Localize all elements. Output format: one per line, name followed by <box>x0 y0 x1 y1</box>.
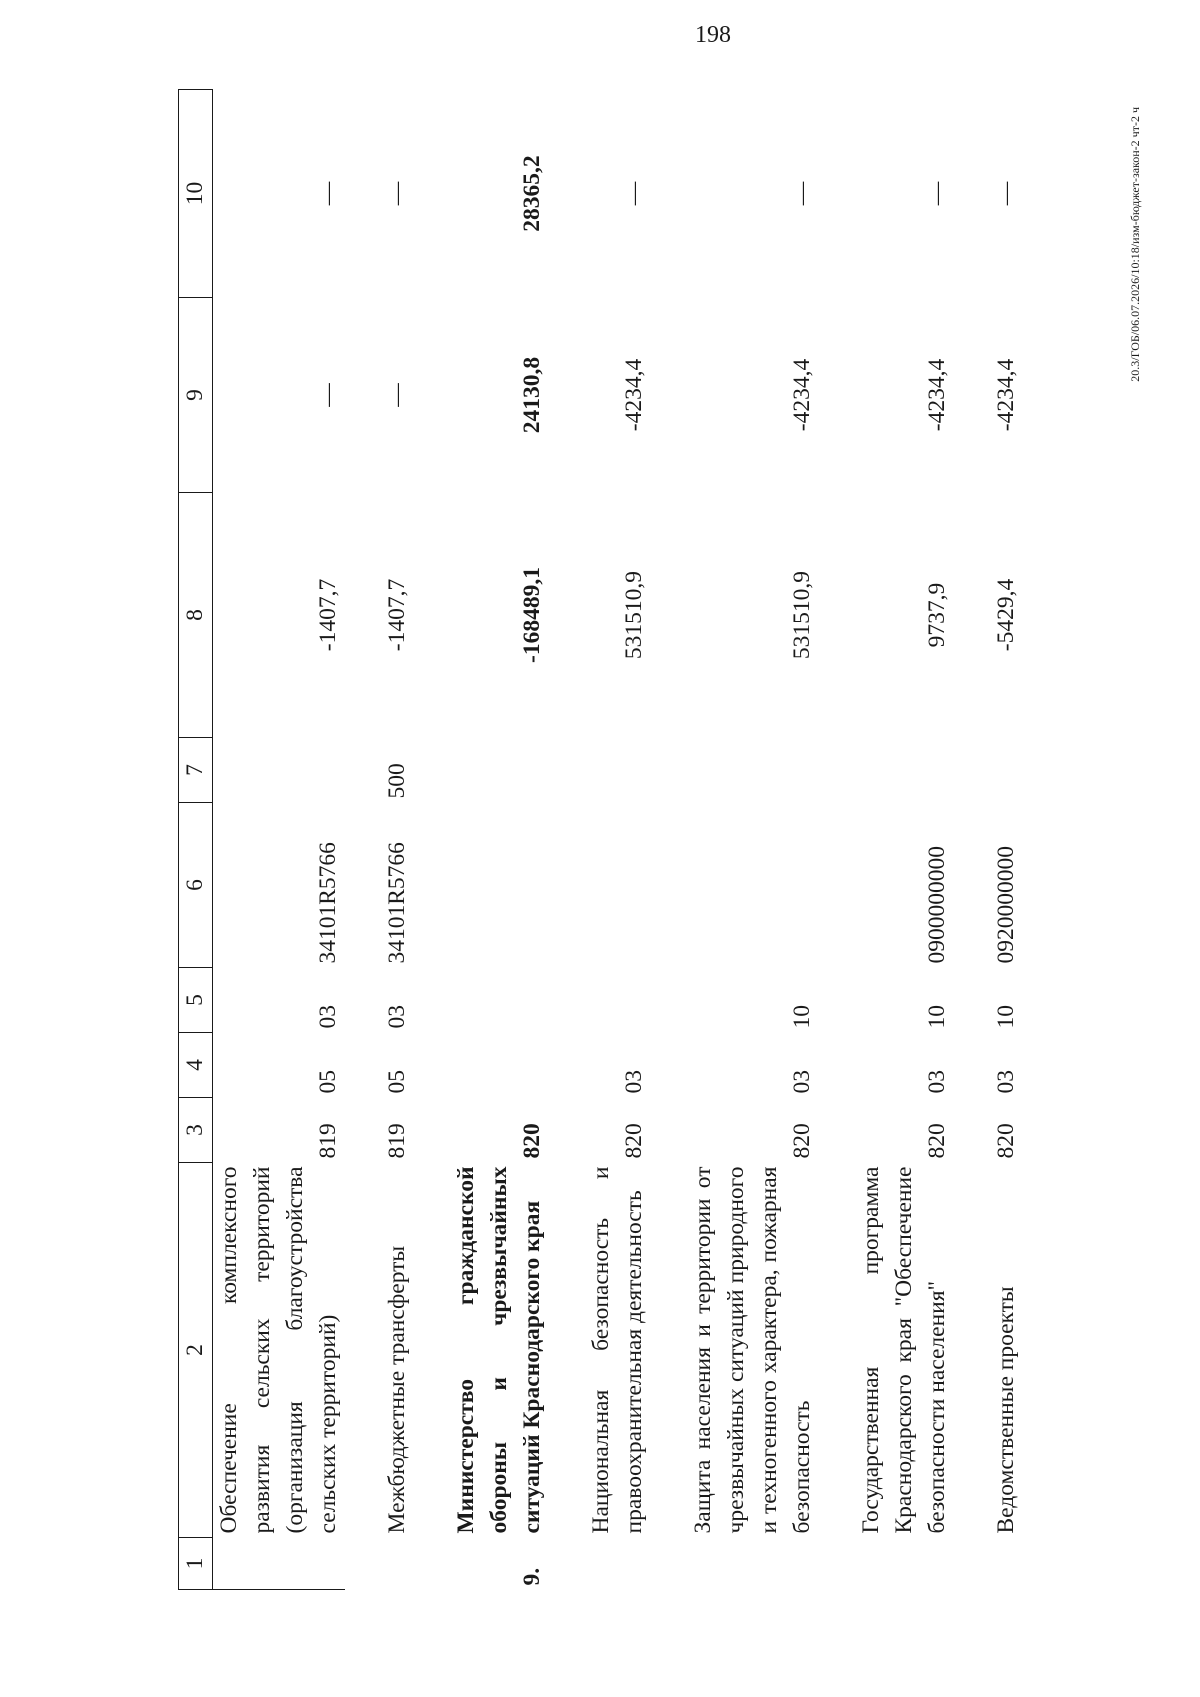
cell-c4: 03 <box>993 1070 1019 1094</box>
cell-c10: — <box>384 181 410 206</box>
cell-c9: — <box>384 383 410 407</box>
cell-c9: -4234,4 <box>789 358 815 432</box>
cell-c6: 0900000000 <box>924 846 950 964</box>
cell-c7 <box>855 738 954 803</box>
cell-c5 <box>585 968 651 1033</box>
rotated-table-page <box>178 90 1058 1590</box>
column-header: 2 <box>179 1163 213 1538</box>
column-header: 8 <box>179 493 213 738</box>
cell-c9: -4234,4 <box>924 358 950 432</box>
document-footer-code: 20.3/ГОБ/06.07.2026/10:18/изм-бюджет-закон-2 чт-2 ч <box>1128 107 1142 382</box>
table-row <box>990 90 1023 1590</box>
row-number <box>687 1538 819 1590</box>
cell-c10: — <box>789 181 815 206</box>
row-number <box>381 1538 414 1590</box>
cell-c5: 10 <box>924 1005 950 1029</box>
cell-c7 <box>687 738 819 803</box>
cell-c4 <box>450 1033 549 1098</box>
cell-c9: 24130,8 <box>519 356 545 434</box>
cell-c8: -1407,7 <box>384 578 410 652</box>
cell-c10: — <box>924 181 950 206</box>
column-header: 6 <box>179 803 213 968</box>
cell-c7: 500 <box>384 763 410 799</box>
cell-c6 <box>585 803 651 968</box>
row-name: Обеспечение комплексного развития сельских территорий (организация благоустройства сельских территорий) <box>216 1166 341 1534</box>
row-name: Ведомственные проекты <box>993 1286 1019 1534</box>
column-header: 5 <box>179 968 213 1033</box>
cell-c10: — <box>315 181 341 206</box>
cell-c6: 34101R5766 <box>315 842 341 964</box>
cell-c4: 03 <box>924 1070 950 1094</box>
cell-c5: 10 <box>789 1005 815 1029</box>
table-row-ministry <box>450 90 549 1590</box>
row-name: Защита населения и территории от чрезвычайных ситуаций природного и техногенного характера, пожарная безопасность <box>690 1166 815 1534</box>
cell-c8: 9737,9 <box>924 582 950 648</box>
cell-c3: 820 <box>519 1123 545 1159</box>
cell-c3: 820 <box>621 1123 647 1159</box>
cell-c6: 34101R5766 <box>384 842 410 964</box>
cell-c9: — <box>315 383 341 407</box>
cell-c8: -5429,4 <box>993 578 1019 652</box>
cell-c5: 03 <box>315 1005 341 1029</box>
cell-c4: 03 <box>789 1070 815 1094</box>
cell-c5: 10 <box>993 1005 1019 1029</box>
cell-c10: 28365,2 <box>519 155 545 232</box>
table-row <box>687 90 819 1590</box>
cell-c3: 819 <box>384 1123 410 1159</box>
row-name: Национальная безопасность и правоохранительная деятельность <box>588 1166 647 1534</box>
table-row <box>381 90 414 1590</box>
row-number <box>585 1538 651 1590</box>
cell-c8: 531510,9 <box>789 570 815 660</box>
cell-c8: -168489,1 <box>519 567 545 663</box>
cell-c6 <box>450 803 549 968</box>
page-number: 198 <box>695 22 731 48</box>
row-name: Государственная программа Краснодарского края "Обеспечение безопасности населения" <box>858 1166 950 1534</box>
row-number <box>990 1538 1023 1590</box>
cell-c6 <box>687 803 819 968</box>
column-header: 7 <box>179 738 213 803</box>
cell-c9: -4234,4 <box>621 358 647 432</box>
row-name: Межбюджетные трансферты <box>384 1245 410 1534</box>
cell-c3: 820 <box>993 1123 1019 1159</box>
row-name: Министерство гражданской обороны и чрезвычайных ситуаций Краснодарского края <box>453 1166 545 1534</box>
cell-c3: 820 <box>924 1123 950 1159</box>
row-number <box>855 1538 954 1590</box>
cell-c4: 05 <box>384 1070 410 1094</box>
column-header: 9 <box>179 298 213 493</box>
cell-c7 <box>213 738 346 803</box>
row-number: 9. <box>519 1567 545 1586</box>
cell-c7 <box>990 738 1023 803</box>
cell-c3: 820 <box>789 1123 815 1159</box>
cell-c5 <box>450 968 549 1033</box>
row-number <box>213 1538 346 1590</box>
table-row <box>213 90 346 1590</box>
cell-c7 <box>450 738 549 803</box>
cell-c4: 05 <box>315 1070 341 1094</box>
cell-c5: 03 <box>384 1005 410 1029</box>
cell-c8: 531510,9 <box>621 570 647 660</box>
budget-table <box>178 89 1023 1590</box>
table-row <box>585 90 651 1590</box>
cell-c10: — <box>993 181 1019 206</box>
column-header: 10 <box>179 90 213 298</box>
column-header: 3 <box>179 1098 213 1163</box>
table-row <box>855 90 954 1590</box>
cell-c7 <box>585 738 651 803</box>
cell-c6: 0920000000 <box>993 846 1019 964</box>
cell-c10: — <box>621 181 647 206</box>
table-header-row <box>179 90 213 1590</box>
column-header: 4 <box>179 1033 213 1098</box>
cell-c4: 03 <box>621 1070 647 1094</box>
cell-c8: -1407,7 <box>315 578 341 652</box>
cell-c3: 819 <box>315 1123 341 1159</box>
column-header: 1 <box>179 1538 213 1590</box>
cell-c9: -4234,4 <box>993 358 1019 432</box>
